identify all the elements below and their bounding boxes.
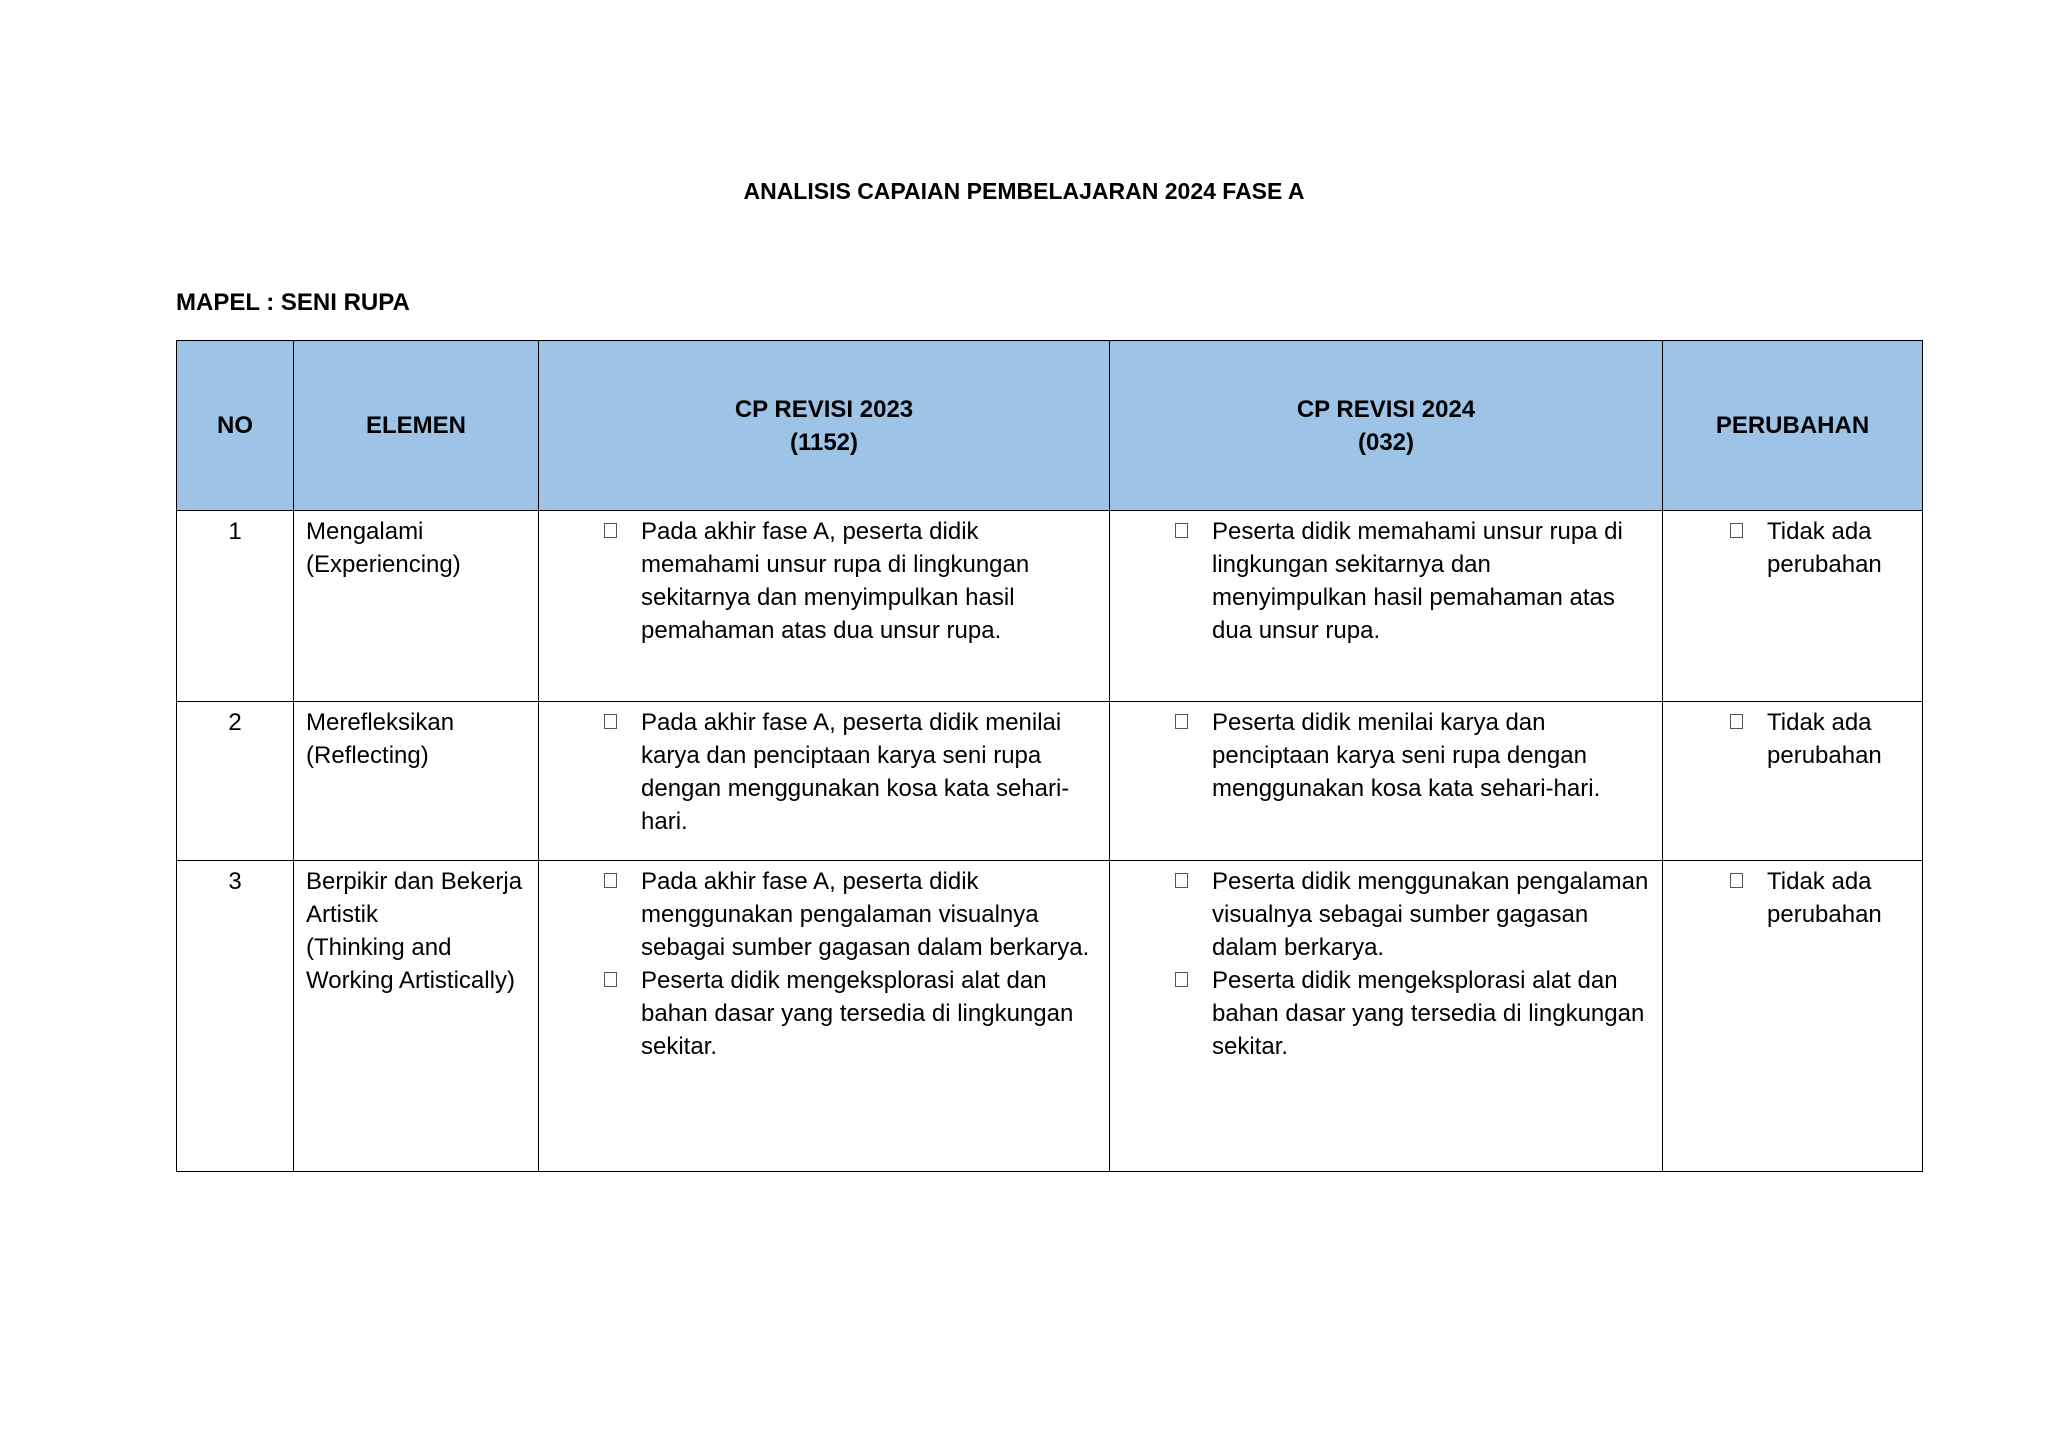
header-cp-2024-code: (032) <box>1357 428 1415 456</box>
cell-cp-2023 <box>539 702 1110 861</box>
cell-cp-2024-list <box>1122 706 1650 805</box>
checkbox-bullet-icon <box>1175 714 1188 729</box>
list-item <box>1212 865 1650 964</box>
cell-perubahan <box>1663 702 1923 861</box>
cell-elemen <box>294 861 539 1172</box>
cell-perubahan-list <box>1675 865 1910 931</box>
table-row <box>177 511 1923 702</box>
list-item <box>641 865 1097 964</box>
checkbox-bullet-icon <box>604 523 617 538</box>
cell-elemen <box>294 511 539 702</box>
list-item-text: Peserta didik mengeksplorasi alat dan bahan dasar yang tersedia di lingkungan sekitar. <box>641 967 1074 1060</box>
cell-cp-2023 <box>539 511 1110 702</box>
cell-cp-2024-list <box>1122 515 1650 647</box>
table-header-row <box>177 341 1923 511</box>
checkbox-bullet-icon <box>1730 873 1743 888</box>
list-item <box>1212 706 1650 805</box>
list-item-text: Tidak ada perubahan <box>1767 518 1882 578</box>
list-item-text: Tidak ada perubahan <box>1767 709 1882 769</box>
elemen-name: Berpikir dan Bekerja Artistik <box>306 868 523 928</box>
list-item <box>641 515 1097 647</box>
cell-cp-2024 <box>1110 861 1663 1172</box>
list-item-text: Pada akhir fase A, peserta didik menilai karya dan penciptaan karya seni rupa dengan menggunakan kosa kata sehari-hari. <box>641 709 1070 835</box>
subject-label: MAPEL : SENI RUPA <box>176 289 410 316</box>
checkbox-bullet-icon <box>604 972 617 987</box>
list-item-text: Tidak ada perubahan <box>1767 868 1882 928</box>
list-item-text: Peserta didik menggunakan pengalaman visualnya sebagai sumber gagasan dalam berkarya. <box>1212 868 1649 961</box>
checkbox-bullet-icon <box>1730 523 1743 538</box>
cp-analysis-table <box>176 340 1923 1172</box>
elemen-english-name: (Thinking and Working Artistically) <box>306 934 515 994</box>
list-item-text: Peserta didik memahami unsur rupa di lingkungan sekitarnya dan menyimpulkan hasil pemahaman atas dua unsur rupa. <box>1212 518 1623 644</box>
header-perubahan: PERUBAHAN <box>1663 341 1923 511</box>
header-cp-2023-title: CP REVISI 2023 <box>734 395 914 423</box>
elemen-name: Merefleksikan <box>306 709 455 736</box>
table-row <box>177 702 1923 861</box>
cell-no: 1 <box>177 511 294 702</box>
list-item <box>1212 964 1650 1063</box>
header-no: NO <box>177 341 294 511</box>
list-item <box>1212 515 1650 647</box>
cell-no: 3 <box>177 861 294 1172</box>
list-item <box>1767 515 1910 581</box>
elemen-english-name: (Experiencing) <box>306 551 461 578</box>
cell-perubahan <box>1663 511 1923 702</box>
cell-cp-2024 <box>1110 511 1663 702</box>
cell-cp-2023-list <box>551 865 1097 1063</box>
header-elemen: ELEMEN <box>294 341 539 511</box>
cell-no: 2 <box>177 702 294 861</box>
cell-perubahan <box>1663 861 1923 1172</box>
cell-elemen <box>294 702 539 861</box>
list-item <box>641 964 1097 1063</box>
table-row <box>177 861 1923 1172</box>
document-title: ANALISIS CAPAIAN PEMBELAJARAN 2024 FASE A <box>743 178 1305 204</box>
cell-perubahan-list <box>1675 515 1910 581</box>
elemen-name: Mengalami <box>306 518 424 545</box>
list-item-text: Pada akhir fase A, peserta didik memahami unsur rupa di lingkungan sekitarnya dan menyimpulkan hasil pemahaman atas dua unsur rupa. <box>641 518 1030 644</box>
elemen-english-name: (Reflecting) <box>306 742 429 769</box>
list-item <box>1767 865 1910 931</box>
checkbox-bullet-icon <box>1175 972 1188 987</box>
list-item-text: Pada akhir fase A, peserta didik menggunakan pengalaman visualnya sebagai sumber gagasan dalam berkarya. <box>641 868 1090 961</box>
list-item <box>641 706 1097 838</box>
cell-cp-2024-list <box>1122 865 1650 1063</box>
header-cp-2023-code: (1152) <box>789 428 859 456</box>
header-cp-2023 <box>539 341 1110 511</box>
header-cp-2024 <box>1110 341 1663 511</box>
list-item <box>1767 706 1910 772</box>
checkbox-bullet-icon <box>1175 523 1188 538</box>
checkbox-bullet-icon <box>1175 873 1188 888</box>
checkbox-bullet-icon <box>604 714 617 729</box>
checkbox-bullet-icon <box>604 873 617 888</box>
cell-cp-2023 <box>539 861 1110 1172</box>
list-item-text: Peserta didik mengeksplorasi alat dan bahan dasar yang tersedia di lingkungan sekitar. <box>1212 967 1645 1060</box>
list-item-text: Peserta didik menilai karya dan penciptaan karya seni rupa dengan menggunakan kosa kata sehari-hari. <box>1212 709 1601 802</box>
cell-cp-2024 <box>1110 702 1663 861</box>
cell-perubahan-list <box>1675 706 1910 772</box>
cell-cp-2023-list <box>551 515 1097 647</box>
header-cp-2024-title: CP REVISI 2024 <box>1296 395 1476 423</box>
checkbox-bullet-icon <box>1730 714 1743 729</box>
cell-cp-2023-list <box>551 706 1097 838</box>
